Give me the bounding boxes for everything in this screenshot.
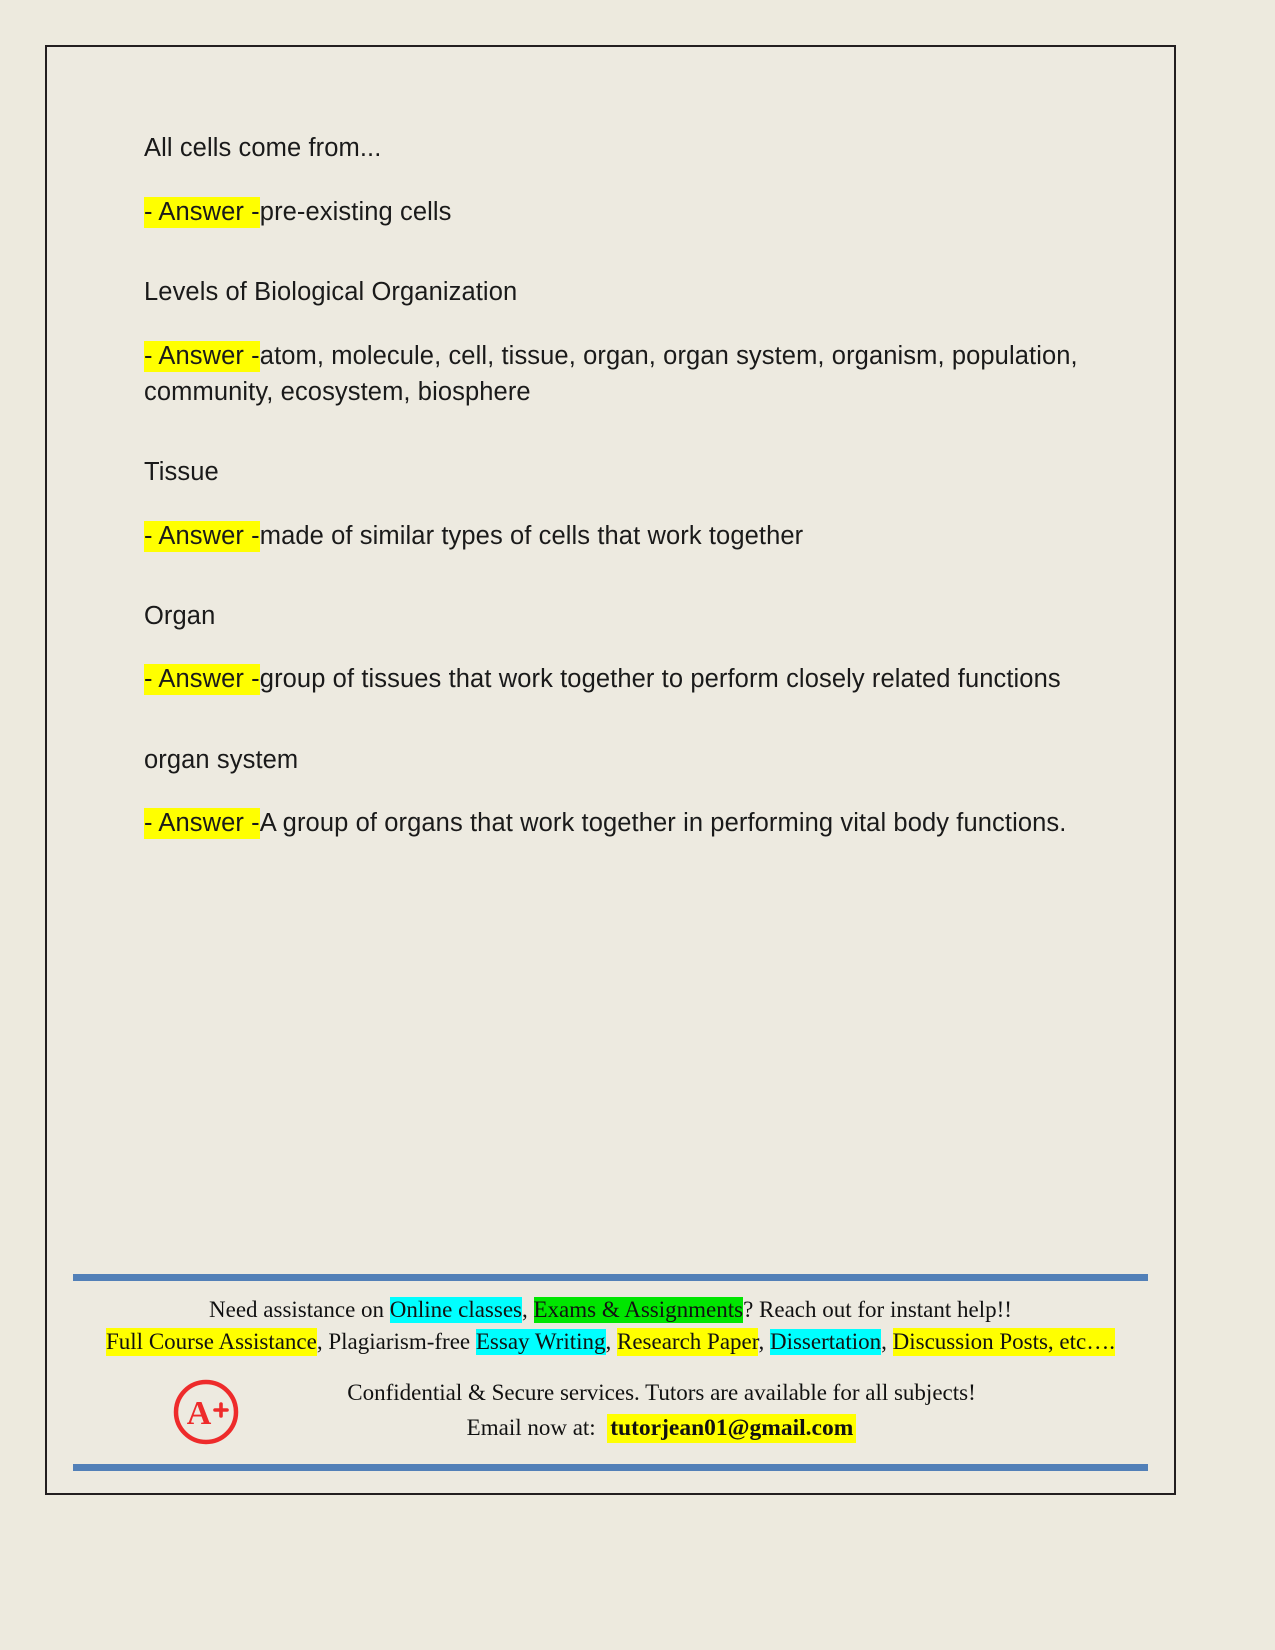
promo-sep-1: , Plagiarism-free (316, 1329, 476, 1355)
promo-online-classes: Online classes (389, 1296, 522, 1322)
promo-exams-assignments: Exams & Assignments (533, 1296, 744, 1322)
footer-divider-bottom (73, 1464, 1148, 1471)
answer-text (144, 518, 1104, 554)
answer-body: made of similar types of cells that work together (259, 521, 804, 550)
qa-block (144, 744, 1104, 842)
answer-label: - Answer - (144, 341, 260, 370)
qa-block (144, 132, 1104, 230)
promo-sep-4: , (881, 1329, 893, 1355)
email-prefix: Email now at: (466, 1415, 596, 1441)
qa-content (144, 132, 1104, 842)
term-text: organ system (144, 745, 299, 774)
footer (73, 1274, 1148, 1471)
answer-text (144, 661, 1104, 697)
promo-full-course-assistance: Full Course Assistance (106, 1329, 317, 1355)
confidential-line: Confidential & Secure services. Tutors are available for all subjects! (347, 1379, 976, 1405)
promo-sep: , (522, 1296, 534, 1322)
term-text: Levels of Biological Organization (144, 277, 518, 306)
answer-body: group of tissues that work together to perform closely related functions (259, 665, 1061, 694)
term-text: All cells come from... (144, 134, 382, 162)
promo-essay-writing: Essay Writing (475, 1329, 606, 1355)
answer-body: A group of organs that work together in performing vital body functions. (259, 809, 1067, 838)
answer-body: pre-existing cells (259, 197, 452, 226)
promo-discussion-posts: Discussion Posts, etc…. (892, 1329, 1115, 1355)
promo-block (73, 1295, 1148, 1358)
answer-text (144, 194, 1104, 230)
promo-sep-2: , (605, 1329, 617, 1355)
contact-text (265, 1376, 1148, 1447)
qa-block (144, 600, 1104, 698)
footer-divider-top (73, 1274, 1148, 1281)
email-line (265, 1411, 1058, 1446)
term-text: Organ (144, 601, 216, 630)
answer-label: - Answer - (144, 197, 260, 226)
promo-sep-3: , (758, 1329, 770, 1355)
promo-line-2 (73, 1327, 1148, 1358)
promo-dissertation: Dissertation (769, 1329, 882, 1355)
qa-block (144, 456, 1104, 554)
a-plus-grade-icon (169, 1374, 243, 1448)
document-page (45, 45, 1176, 1495)
svg-text:A: A (186, 1395, 212, 1432)
promo-post: ? Reach out for instant help!! (743, 1296, 1012, 1322)
answer-label: - Answer - (144, 665, 260, 694)
term-text: Tissue (144, 457, 219, 486)
answer-body: atom, molecule, cell, tissue, organ, organ system, organism, population, community, ecosystem, biosphere (144, 341, 1078, 406)
email-address[interactable]: tutorjean01@gmail.com (607, 1414, 856, 1443)
contact-block (73, 1374, 1148, 1448)
promo-pre: Need assistance on (209, 1296, 390, 1322)
answer-label: - Answer - (144, 809, 260, 838)
promo-research-paper: Research Paper (617, 1329, 759, 1355)
answer-text (144, 338, 1104, 410)
qa-block (144, 276, 1104, 410)
promo-line-1 (73, 1295, 1148, 1326)
answer-text (144, 805, 1104, 841)
answer-label: - Answer - (144, 521, 260, 550)
